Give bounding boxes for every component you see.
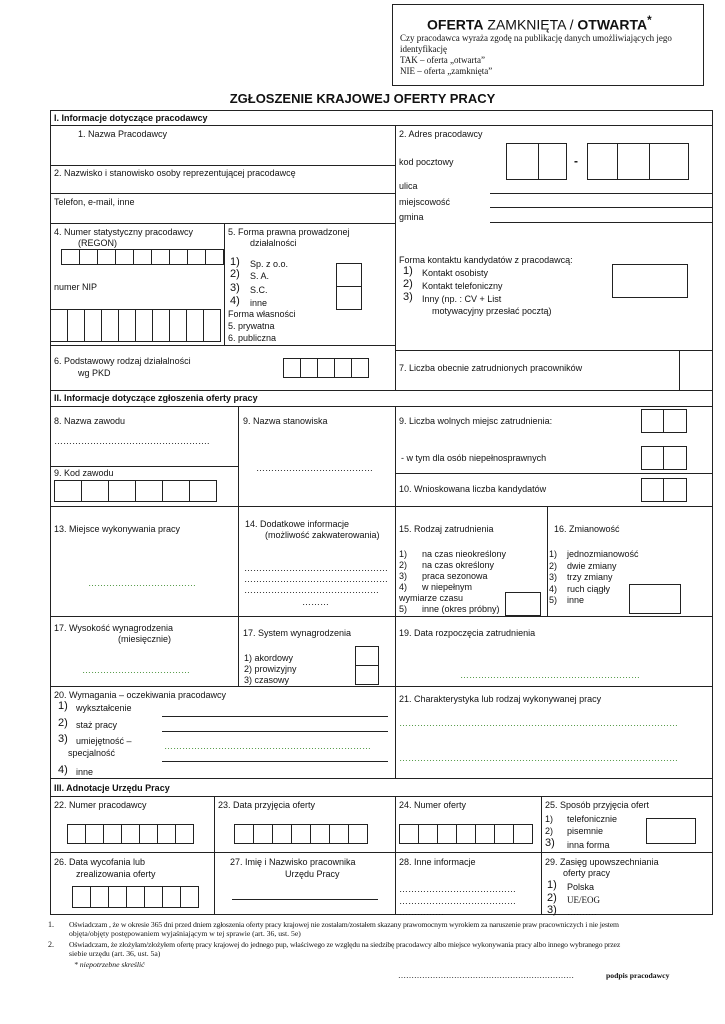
offer-method-label: 25. Sposób przyjęcia ofert (545, 800, 650, 810)
offer-date-box-6[interactable] (329, 824, 349, 844)
employment-type-checkbox[interactable] (505, 592, 541, 616)
regon-digit-box-7[interactable] (169, 249, 188, 265)
profession-name-dots: ……………………………………………. (54, 436, 210, 446)
postal-code-dash: - (574, 154, 578, 168)
regon-digit-box-5[interactable] (133, 249, 152, 265)
statement-2: Oświadczam, że złożyłam/złożyłem ofertę pracy krajowej do jednego pup, właściwego ze względu na siedzibę pracodawcy albo miejsce wykonywania pracy albo innego wybranego przez (69, 940, 621, 949)
offer-type-box (392, 4, 704, 86)
method-opt-3: inna forma (567, 840, 610, 850)
nip-digit-box-8[interactable] (169, 309, 187, 342)
shift-opt-2: dwie zmiany (567, 561, 617, 571)
contact-form-label: Forma kontaktu kandydatów z pracodawcą: (399, 255, 573, 265)
offer-number-box-3[interactable] (437, 824, 457, 844)
profession-code-box-6[interactable] (189, 480, 217, 502)
offer-date-box-1[interactable] (234, 824, 254, 844)
withdrawal-date-box-4[interactable] (126, 886, 145, 908)
offer-consent-question: Czy pracodawca wyraża zgodę na publikację danych umożliwiających jego (400, 33, 672, 43)
employer-number-box-4[interactable] (121, 824, 140, 844)
pay-system-opt-2: 2) prowizyjny (244, 664, 297, 674)
candidates-box-2[interactable] (663, 478, 687, 502)
shift-opt-3-num: 3) (549, 572, 558, 582)
city-label: miejscowość (399, 197, 451, 207)
start-date-label: 19. Data rozpoczęcia zatrudnienia (399, 628, 536, 638)
employer-number-label: 22. Numer pracodawcy (54, 800, 147, 810)
legal-opt-4: inne (250, 298, 268, 308)
offer-number-box-2[interactable] (418, 824, 438, 844)
employment-opt-4-num: 4) (399, 582, 408, 592)
legal-opt-3-num: 3) (230, 282, 240, 294)
contact-opt-1: Kontakt osobisty (422, 268, 489, 278)
method-opt-3-num: 3) (545, 837, 555, 849)
postal-code-box-5[interactable] (649, 143, 689, 180)
employment-opt-4: w niepełnym (422, 582, 473, 592)
extra-info-dots-3: ……………………………………… (244, 585, 379, 595)
phone-email-label: Telefon, e-mail, inne (54, 197, 135, 207)
section-1-header: I. Informacje dotyczące pracodawcy (54, 113, 208, 123)
candidates-box-1[interactable] (641, 478, 665, 502)
clerk-name-label-cont: Urzędu Pracy (285, 869, 340, 879)
pay-system-box-2[interactable] (355, 665, 379, 685)
candidates-count-label: 10. Wnioskowana liczba kandydatów (399, 484, 547, 494)
employer-name-label: 1. Nazwa Pracodawcy (78, 129, 168, 139)
pkd-box-3[interactable] (317, 358, 335, 378)
representative-label: 2. Nazwisko i stanowisko osoby reprezentującej pracodawcę (54, 168, 296, 178)
withdrawal-date-box-5[interactable] (144, 886, 163, 908)
withdrawal-date-box-6[interactable] (162, 886, 181, 908)
employer-number-box-3[interactable] (103, 824, 122, 844)
legal-opt-3: S.C. (250, 285, 268, 295)
nip-digit-box-10[interactable] (203, 309, 221, 342)
reach-label-cont: oferty pracy (563, 868, 611, 878)
shift-opt-5: inne (567, 595, 585, 605)
offer-consent-yes: TAK – oferta „otwarta” (400, 55, 485, 65)
employment-opt-1-num: 1) (399, 549, 408, 559)
profession-code-label: 9. Kod zawodu (54, 468, 114, 478)
employment-opt-3-num: 3) (399, 571, 408, 581)
reach-opt-2-num: 2) (547, 892, 557, 904)
legal-opt-4-num: 4) (230, 295, 240, 307)
page-title: ZGŁOSZENIE KRAJOWEJ OFERTY PRACY (229, 91, 496, 106)
employer-number-box-2[interactable] (85, 824, 104, 844)
offer-number-box-7[interactable] (513, 824, 533, 844)
employer-address-label: 2. Adres pracodawcy (399, 129, 483, 139)
extra-info-label-cont: (możliwość zakwaterowania) (265, 530, 380, 540)
regon-digit-box-8[interactable] (187, 249, 206, 265)
req-3-num: 3) (58, 733, 68, 745)
shifts-label: 16. Zmianowość (554, 524, 620, 534)
withdrawal-date-box-2[interactable] (90, 886, 109, 908)
nip-label: numer NIP (54, 282, 98, 292)
extra-info-label: 14. Dodatkowe informacje (245, 519, 350, 529)
extra-info-dots-1: ………………………………………… (244, 563, 388, 573)
nip-digit-box-5[interactable] (118, 309, 136, 342)
signature-dots: ………………………………………………………… (398, 971, 574, 980)
workplace-dots: ……………………………… (88, 578, 196, 588)
withdrawal-date-label-cont: zrealizowania oferty (76, 869, 156, 879)
pay-system-opt-3: 3) czasowy (244, 675, 290, 685)
shift-opt-3: trzy zmiany (567, 572, 613, 582)
ownership-opt-6: 6. publiczna (228, 333, 277, 343)
employees-count-label: 7. Liczba obecnie zatrudnionych pracowników (399, 363, 583, 373)
vacancies-box-1[interactable] (641, 409, 665, 433)
job-description-label: 21. Charakterystyka lub rodzaj wykonywanej pracy (399, 694, 602, 704)
employment-opt-1: na czas nieokreślony (422, 549, 507, 559)
postal-code-box-3[interactable] (587, 143, 619, 180)
regon-digit-box-4[interactable] (115, 249, 134, 265)
offer-number-box-4[interactable] (456, 824, 476, 844)
ownership-opt-5: 5. prywatna (228, 321, 275, 331)
postal-code-label: kod pocztowy (399, 157, 454, 167)
offer-consent-question-cont: identyfikację (400, 44, 447, 54)
nip-digit-box-3[interactable] (84, 309, 102, 342)
profession-code-box-5[interactable] (162, 480, 190, 502)
reach-opt-1: Polska (567, 882, 595, 892)
regon-digit-box-9[interactable] (205, 249, 224, 265)
employment-opt-2: na czas określony (422, 560, 495, 570)
salary-label: 17. Wysokość wynagrodzenia (54, 623, 173, 633)
profession-code-box-4[interactable] (135, 480, 163, 502)
offer-method-checkbox[interactable] (646, 818, 696, 844)
employer-number-box-5[interactable] (139, 824, 158, 844)
method-opt-1-num: 1) (545, 814, 554, 824)
statement-1: Oświadczam , że w okresie 365 dni przed dniem zgłoszenia oferty pracy krajowej nie zostałam/zostałem skazany prawomocnym wyrokiem za naruszenie praw pracowniczych i nie jestem (69, 920, 619, 929)
street-label: ulica (399, 181, 418, 191)
legal-opt-1-num: 1) (230, 256, 240, 268)
employment-type-label: 15. Rodzaj zatrudnienia (399, 524, 494, 534)
nip-digit-box-9[interactable] (186, 309, 204, 342)
shift-opt-1: jednozmianowość (567, 549, 639, 559)
pay-system-box-1[interactable] (355, 646, 379, 666)
employment-opt-2-num: 2) (399, 560, 408, 570)
req-4-num: 4) (58, 764, 68, 776)
regon-digit-box-2[interactable] (79, 249, 98, 265)
shift-opt-4-num: 4) (549, 584, 558, 594)
pkd-box-2[interactable] (300, 358, 318, 378)
salary-label-cont: (miesięcznie) (118, 634, 172, 644)
profession-code-box-3[interactable] (108, 480, 136, 502)
profession-code-box-1[interactable] (54, 480, 82, 502)
offer-date-box-3[interactable] (272, 824, 292, 844)
employment-opt-4-cont: wymiarze czasu (399, 593, 464, 603)
statement-1-num: 1. (48, 920, 54, 929)
employment-opt-3: praca sezonowa (422, 571, 488, 581)
legal-form-checkbox-1[interactable] (336, 263, 362, 287)
legal-opt-2: S. A. (250, 271, 270, 281)
regon-digit-box-6[interactable] (151, 249, 170, 265)
withdrawal-date-box-7[interactable] (180, 886, 199, 908)
position-name-label: 9. Nazwa stanowiska (243, 416, 328, 426)
disabled-vacancies-box-1[interactable] (641, 446, 665, 470)
offer-date-box-2[interactable] (253, 824, 273, 844)
shift-opt-5-num: 5) (549, 595, 558, 605)
other-info-dots-1: ………………………………… (399, 884, 516, 894)
legal-form-label-cont: działalności (250, 238, 297, 248)
postal-code-box-2[interactable] (538, 143, 567, 180)
workplace-label: 13. Miejsce wykonywania pracy (54, 524, 181, 534)
legal-form-label: 5. Forma prawna prowadzonej (228, 227, 350, 237)
postal-code-box-1[interactable] (506, 143, 540, 180)
offer-date-box-4[interactable] (291, 824, 311, 844)
disabled-vacancies-label: - w tym dla osób niepełnosprawnych (401, 453, 547, 463)
req-1-num: 1) (58, 700, 68, 712)
extra-info-dots-2: ………………………………………… (244, 574, 388, 584)
shift-opt-2-num: 2) (549, 561, 558, 571)
contact-opt-2-num: 2) (403, 278, 413, 290)
reach-opt-2: UE/EOG (567, 895, 600, 905)
skills-dots: …………………………………………………………… (164, 741, 371, 751)
disabled-vacancies-box-2[interactable] (663, 446, 687, 470)
pkd-label-cont: wg PKD (78, 368, 111, 378)
offer-date-box-5[interactable] (310, 824, 330, 844)
start-date-dots: …………………………………………………… (460, 670, 640, 680)
req-4: inne (76, 767, 94, 777)
signature-label: podpis pracodawcy (606, 971, 670, 980)
statement-1-cont: objęta/objęty postępowaniem wyjaśniającym w tej sprawie (art. 36, ust. 5e) (69, 929, 301, 938)
vacancies-label: 9. Liczba wolnych miejsc zatrudnienia: (399, 416, 553, 426)
contact-form-checkbox[interactable] (612, 264, 688, 298)
regon-label-cont: (REGON) (78, 238, 117, 248)
ownership-label: Forma własności (228, 309, 296, 319)
contact-opt-3: Inny (np. : CV + List (422, 294, 502, 304)
employment-opt-5: inne (okres próbny) (422, 604, 500, 614)
postal-code-box-4[interactable] (617, 143, 651, 180)
job-description-dots-2: ………………………………………………………………………………… (399, 753, 678, 763)
extra-info-dots-4: ……… (302, 597, 329, 607)
requirements-label: 20. Wymagania – oczekiwania pracodawcy (54, 690, 227, 700)
vacancies-box-2[interactable] (663, 409, 687, 433)
employment-opt-5-num: 5) (399, 604, 408, 614)
employer-number-box-7[interactable] (175, 824, 194, 844)
strike-note: * niepotrzebne skreślić (74, 960, 145, 969)
section-2-header: II. Informacje dotyczące zgłoszenia oferty pracy (54, 393, 258, 403)
offer-received-date-label: 23. Data przyjęcia oferty (218, 800, 316, 810)
reach-opt-1-num: 1) (547, 879, 557, 891)
other-info-label: 28. Inne informacje (399, 857, 476, 867)
offer-number-label: 24. Numer oferty (399, 800, 467, 810)
other-info-dots-2: ………………………………… (399, 896, 516, 906)
offer-date-box-7[interactable] (348, 824, 368, 844)
pkd-box-5[interactable] (351, 358, 369, 378)
employer-number-box-1[interactable] (67, 824, 86, 844)
pay-system-opt-1: 1) akordowy (244, 653, 294, 663)
nip-digit-box-4[interactable] (101, 309, 119, 342)
shift-opt-1-num: 1) (549, 549, 558, 559)
job-description-dots-1: ………………………………………………………………………………… (399, 718, 678, 728)
withdrawal-date-box-1[interactable] (72, 886, 91, 908)
method-opt-1: telefonicznie (567, 814, 618, 824)
offer-number-box-1[interactable] (399, 824, 419, 844)
pay-system-label: 17. System wynagrodzenia (243, 628, 352, 638)
nip-digit-box-6[interactable] (135, 309, 153, 342)
regon-label: 4. Numer statystyczny pracodawcy (54, 227, 194, 237)
statement-2-cont: siebie urzędu (art. 36, ust. 5a) (69, 949, 161, 958)
req-2-num: 2) (58, 717, 68, 729)
position-name-dots: ………………………………… (256, 463, 373, 473)
section-3-header: III. Adnotacje Urzędu Pracy (54, 783, 170, 793)
nip-digit-box-1[interactable] (50, 309, 68, 342)
contact-opt-1-num: 1) (403, 265, 413, 277)
profession-code-box-2[interactable] (81, 480, 109, 502)
legal-form-checkbox-2[interactable] (336, 286, 362, 310)
profession-name-label: 8. Nazwa zawodu (54, 416, 126, 426)
regon-digit-box-3[interactable] (97, 249, 116, 265)
shifts-checkbox[interactable] (629, 584, 681, 614)
method-opt-2-num: 2) (545, 826, 554, 836)
pkd-box-1[interactable] (283, 358, 301, 378)
offer-number-box-6[interactable] (494, 824, 514, 844)
other-info-dots-3: …………… (399, 907, 444, 917)
reach-opt-3: ………. (567, 907, 597, 917)
contact-opt-3-cont: motywacyjny przesłać pocztą) (432, 306, 552, 316)
withdrawal-date-box-3[interactable] (108, 886, 127, 908)
withdrawal-date-label: 26. Data wycofania lub (54, 857, 146, 867)
regon-digit-box-1[interactable] (61, 249, 80, 265)
offer-consent-no: NIE – oferta „zamknięta” (400, 66, 493, 76)
method-opt-2: pisemnie (567, 826, 604, 836)
nip-digit-box-2[interactable] (67, 309, 85, 342)
reach-opt-3-num: 3) (547, 904, 557, 916)
clerk-name-label: 27. Imię i Nazwisko pracownika (230, 857, 356, 867)
pkd-box-4[interactable] (334, 358, 352, 378)
reach-label: 29. Zasięg upowszechniania (545, 857, 659, 867)
req-3-cont: specjalność (68, 748, 116, 758)
req-2: staż pracy (76, 720, 118, 730)
pkd-label: 6. Podstawowy rodzaj działalności (54, 356, 191, 366)
contact-opt-2: Kontakt telefoniczny (422, 281, 503, 291)
legal-opt-2-num: 2) (230, 268, 240, 280)
commune-label: gmina (399, 212, 424, 222)
legal-opt-1: Sp. z o.o. (250, 259, 289, 269)
req-3: umiejętność – (76, 736, 132, 746)
contact-opt-3-num: 3) (403, 291, 413, 303)
statement-2-num: 2. (48, 940, 54, 949)
offer-number-box-5[interactable] (475, 824, 495, 844)
req-1: wykształcenie (76, 703, 132, 713)
nip-digit-box-7[interactable] (152, 309, 170, 342)
shift-opt-4: ruch ciągły (567, 584, 611, 594)
offer-type-title: OFERTA ZAMKNIĘTA / OTWARTA* (427, 14, 652, 33)
salary-dots: ……………………………… (82, 665, 190, 675)
employer-number-box-6[interactable] (157, 824, 176, 844)
